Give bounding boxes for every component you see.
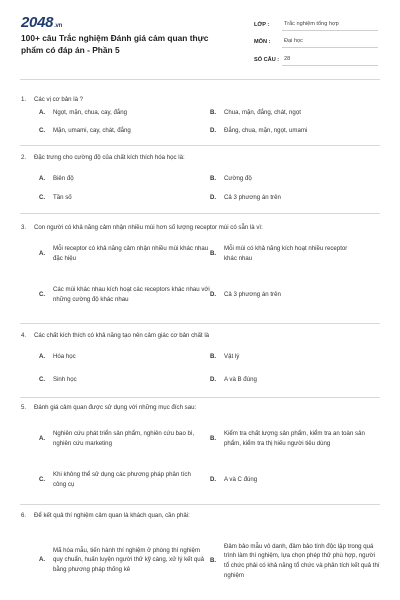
option-letter: D. — [210, 476, 217, 484]
option-text: Các mùi khác nhau kích hoạt các receptors khác nhau với những cường độ khác nhau — [53, 286, 210, 303]
option-text: Mặn, umami, cay, chát, đắng — [53, 127, 131, 135]
question-text: Để kết quả thí nghiệm cảm quan là khách quan, cần phải: — [34, 512, 190, 519]
document-title: 100+ câu Trắc nghiệm Đánh giá cảm quan thực phẩm có đáp án - Phần 5 — [21, 33, 209, 55]
lop-label: LỚP : — [254, 21, 270, 28]
info-row-socau — [254, 48, 378, 66]
mon-value: Đại học — [282, 38, 378, 48]
question-number: 2. — [21, 154, 27, 161]
option-letter: B. — [210, 353, 217, 361]
mon-label: MÔN : — [254, 39, 271, 45]
option-letter: B. — [210, 250, 217, 258]
option-text: Mã hóa mẫu, tiến hành thí nghiệm ở phòng thí nghiệm quy chuẩn, huấn luyện người thử kỹ càng, xử lý kết quả bằng phương pháp thống kê — [53, 546, 205, 573]
logo-suffix: .vn — [54, 23, 62, 29]
question-stem — [20, 403, 380, 412]
option-c[interactable] — [39, 468, 204, 492]
question-stem — [20, 95, 380, 104]
option-letter: C. — [39, 476, 46, 484]
option-b[interactable] — [210, 173, 375, 185]
question-divider — [20, 145, 380, 146]
option-letter: D. — [210, 194, 217, 202]
option-a[interactable] — [39, 107, 204, 119]
header-divider — [20, 79, 380, 80]
question-stem — [20, 511, 380, 520]
option-letter: A. — [39, 556, 46, 564]
option-letter: A. — [39, 109, 46, 117]
option-text: Mỗi mùi có khả năng kích hoạt nhiều receptor khác nhau — [224, 245, 348, 262]
question-divider — [20, 397, 380, 398]
option-text: Cường độ — [224, 175, 252, 183]
option-text: A và C đúng — [224, 476, 258, 484]
lop-value: Trắc nghiệm tổng hợp — [282, 21, 378, 31]
option-text: A và B đúng — [224, 376, 257, 384]
question-text: Đặc trưng cho cường độ của chất kích thích hóa học là: — [34, 154, 185, 161]
option-text: Mỗi receptor có khả năng cảm nhận nhiều mùi khác nhau đặc hiệu — [53, 245, 209, 262]
option-c[interactable] — [39, 278, 211, 312]
logo-text: 2048 — [21, 14, 54, 31]
option-d[interactable] — [210, 278, 360, 312]
question-number: 3. — [21, 224, 27, 231]
option-b[interactable] — [210, 107, 375, 119]
option-b[interactable] — [210, 422, 380, 456]
question-number: 6. — [21, 512, 27, 519]
question-number: 4. — [21, 332, 27, 339]
option-text: Ngọt, mặn, chua, cay, đắng — [53, 109, 128, 117]
option-text: Tần số — [53, 194, 72, 202]
question-text: Con người có khả năng cảm nhận nhiều mùi hơn số lượng receptor mùi có sẵn là vì: — [34, 224, 263, 231]
question-divider — [20, 213, 380, 214]
question-number: 1. — [21, 96, 27, 103]
option-letter: C. — [39, 127, 46, 135]
option-b[interactable] — [210, 242, 360, 266]
option-d[interactable] — [210, 474, 375, 486]
option-letter: C. — [39, 194, 46, 202]
option-text: Nghiên cứu phát triển sản phẩm, nghiên cứu bao bì, nghiên cứu marketing — [53, 430, 195, 447]
option-c[interactable] — [39, 192, 204, 204]
option-letter: C. — [39, 291, 46, 299]
question-1 — [20, 95, 380, 135]
option-d[interactable] — [210, 125, 375, 137]
question-3 — [20, 223, 380, 303]
question-text: Các chất kích thích có khả năng tạo nên cảm giác cơ bản chất là — [34, 332, 210, 339]
option-letter: B. — [210, 557, 217, 565]
option-d[interactable] — [210, 192, 375, 204]
option-letter: C. — [39, 376, 46, 384]
question-divider — [20, 323, 380, 324]
option-letter: D. — [210, 291, 217, 299]
page-header — [0, 0, 400, 78]
option-a[interactable] — [39, 427, 204, 451]
socau-value: 28 — [282, 56, 378, 66]
option-a[interactable] — [39, 242, 211, 266]
question-stem — [20, 223, 380, 232]
option-text: Đắng, chua, mặn, ngọt, umami — [224, 127, 308, 135]
option-letter: B. — [210, 109, 217, 117]
question-5 — [20, 403, 380, 488]
question-divider — [20, 504, 380, 505]
question-number: 5. — [21, 404, 27, 411]
option-text: Khi không thể sử dụng các phương pháp phân tích công cụ — [53, 471, 191, 488]
option-letter: A. — [39, 250, 46, 258]
question-2 — [20, 153, 380, 202]
option-a[interactable] — [39, 173, 204, 185]
option-text: Biên độ — [53, 175, 74, 183]
option-a[interactable] — [39, 351, 204, 363]
option-text: Kiểm tra chất lượng sản phẩm, kiểm tra an toàn sản phẩm, kiểm tra thị hiếu người tiêu dùng — [224, 430, 365, 447]
option-b[interactable] — [210, 525, 380, 597]
option-text: Đảm bảo mẫu vô danh, đảm bảo tính độc lập trong quá trình làm thí nghiệm, lựa chọn phép thử phù hợp, người tổ chức phải có khả năng tổ chức và phân tích kết quả thí nghiệm — [224, 542, 380, 579]
option-letter: A. — [39, 175, 46, 183]
option-text: Chua, mặn, đắng, chát, ngọt — [224, 109, 301, 117]
option-d[interactable] — [210, 374, 375, 386]
option-a[interactable] — [39, 528, 209, 592]
question-6 — [20, 511, 380, 579]
option-c[interactable] — [39, 125, 204, 137]
site-logo[interactable] — [21, 14, 62, 31]
option-c[interactable] — [39, 374, 204, 386]
option-letter: B. — [210, 435, 217, 443]
option-letter: B. — [210, 175, 217, 183]
info-panel — [254, 13, 378, 66]
option-text: Hóa học — [53, 353, 76, 361]
question-text: Đánh giá cảm quan được sử dụng với những mục đích sau: — [34, 404, 197, 411]
question-stem — [20, 331, 380, 340]
option-text: Cả 3 phương án trên — [224, 194, 281, 202]
socau-label: SỐ CÂU : — [254, 56, 280, 63]
info-row-mon — [254, 31, 378, 49]
option-text: Vật lý — [224, 353, 240, 361]
info-row-lop — [254, 13, 378, 31]
question-4 — [20, 331, 380, 384]
option-text: Sinh học — [53, 376, 77, 384]
option-letter: D. — [210, 127, 217, 135]
question-stem — [20, 153, 380, 162]
option-letter: A. — [39, 353, 46, 361]
option-b[interactable] — [210, 351, 375, 363]
option-letter: A. — [39, 435, 46, 443]
question-text: Các vị cơ bản là ? — [34, 96, 84, 103]
option-text: Cả 3 phương án trên — [224, 291, 281, 299]
option-letter: D. — [210, 376, 217, 384]
